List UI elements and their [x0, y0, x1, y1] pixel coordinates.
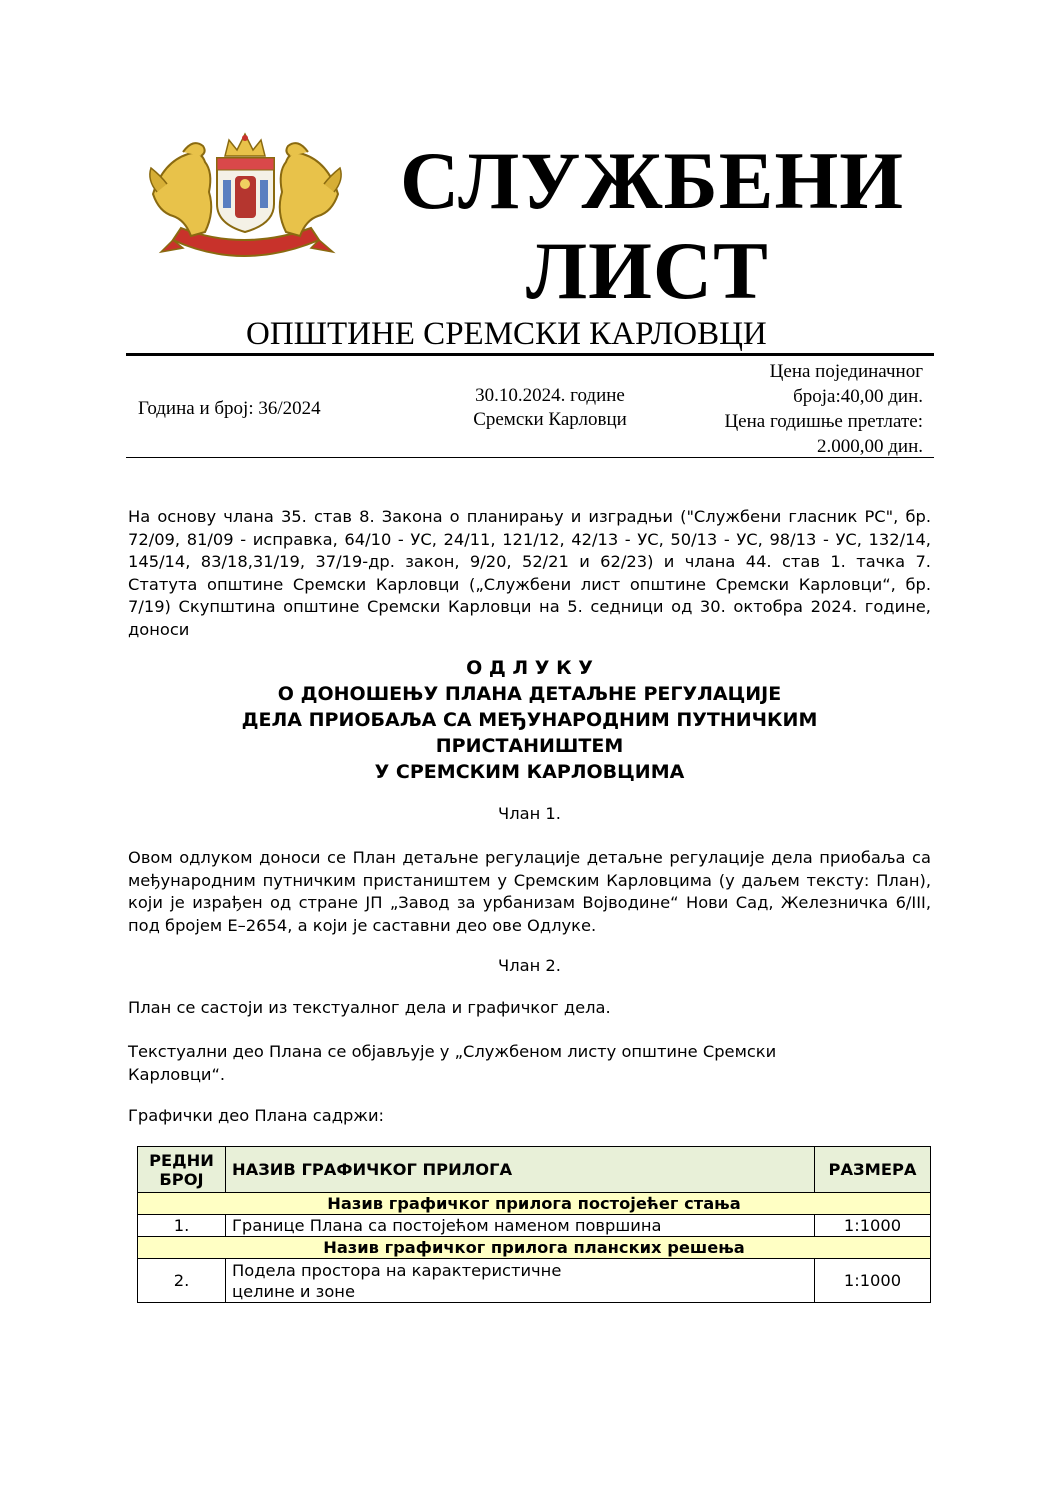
graphic-annex-table: [137, 1146, 931, 1303]
article-2-title: Члан 2.: [498, 956, 561, 975]
table-header-scale: РАЗМЕРА: [815, 1147, 931, 1193]
coat-of-arms-icon: [143, 132, 348, 267]
table-row: [138, 1259, 931, 1303]
masthead-bottom-rule: [126, 457, 934, 458]
price-block: [660, 359, 923, 459]
price-annual-line1: Цена годишње претлате:: [724, 411, 923, 432]
table-cell-number: 2.: [138, 1259, 226, 1303]
article-2-text-1: План се састоји из текстуалног дела и графичког дела.: [128, 998, 611, 1017]
issue-date-place: [430, 384, 670, 432]
table-header-number: [138, 1147, 226, 1193]
table-group-planned: Назив графичког прилога планских решења: [138, 1237, 931, 1259]
price-single-line1: Цена појединачног: [769, 361, 923, 382]
preamble-text: На основу члана 35. став 8. Закона о планирању и изградњи ("Службени гласник РС", бр. 72/09, 81/09 - исправка, 64/10 - УС, 24/11, 121/12, 42/13 - УС, 50/13 - УС, 98/13 - УС, 132/14, 145/14, 83/18,31/19, 37/19-др. закон, 9/20, 52/21 и 62/23) и члана 44. став 1. тачка 7. Статута општине Сремски Карловци („Службени лист општине Сремски Карловци“, бр. 7/19) Скупштина општине Сремски Карловци на 5. седници од 30. октобра 2024. године, доноси: [128, 507, 931, 639]
table-cell-scale: 1:1000: [815, 1259, 931, 1303]
table-header-title: НАЗИВ ГРАФИЧКОГ ПРИЛОГА: [226, 1147, 815, 1193]
table-cell-title: Подела простора на карактеристичне целине и зоне: [226, 1259, 815, 1303]
table-header-row: [138, 1147, 931, 1193]
table-group-existing: Назив графичког прилога постојећег стања: [138, 1193, 931, 1215]
table-group-row: [138, 1237, 931, 1259]
decision-heading-3: ДЕЛА ПРИОБАЉА СА МЕЂУНАРОДНИМ ПУТНИЧКИМ: [241, 709, 818, 731]
table-cell-title: Границе Плана са постојећом наменом површина: [226, 1215, 815, 1237]
masthead-top-rule: [126, 353, 934, 356]
article-2-text-2: Текстуални део Плана се објављује у „Службеном листу општине Сремски Карловци“.: [128, 1042, 777, 1084]
issue-number: Година и број: 36/2024: [138, 398, 321, 419]
article-2-text-3: Графички део Плана садржи:: [128, 1106, 385, 1125]
decision-heading-4: ПРИСТАНИШТЕМ: [435, 735, 624, 757]
issue-date: 30.10.2024. године: [475, 385, 625, 406]
masthead-subtitle: ОПШТИНЕ СРЕМСКИ КАРЛОВЦИ: [246, 316, 767, 352]
masthead-title-line1: СЛУЖБЕНИ: [400, 135, 905, 226]
table-header-number-label: РЕДНИ БРОЈ: [149, 1150, 214, 1189]
table-row: [138, 1215, 931, 1237]
decision-heading-2: О ДОНОШЕЊУ ПЛАНА ДЕТАЉНЕ РЕГУЛАЦИЈЕ: [277, 683, 782, 705]
table-cell-number: 1.: [138, 1215, 226, 1237]
decision-heading-5: У СРЕМСКИМ КАРЛОВЦИМА: [374, 761, 685, 783]
table-cell-scale: 1:1000: [815, 1215, 931, 1237]
price-single-line2: броја:40,00 дин.: [793, 386, 923, 407]
article-1-text: Овом одлуком доноси се План детаљне регулације детаљне регулације дела приобаља са међународним путничким пристаништем у Сремским Карловцима (у даљем тексту: План), који је израђен од стране ЈП „Завод за урбанизам Војводине“ Нови Сад, Железничка 6/III, под бројем Е–2654, а који је саставни део ове Одлуке.: [128, 848, 931, 935]
issue-place: Сремски Карловци: [473, 409, 627, 430]
masthead-title-line2: ЛИСТ: [526, 225, 769, 316]
decision-heading-1: О Д Л У К У: [466, 657, 593, 679]
article-1-title: Члан 1.: [498, 804, 561, 823]
price-annual-line2: 2.000,00 дин.: [816, 436, 923, 457]
table-group-row: [138, 1193, 931, 1215]
